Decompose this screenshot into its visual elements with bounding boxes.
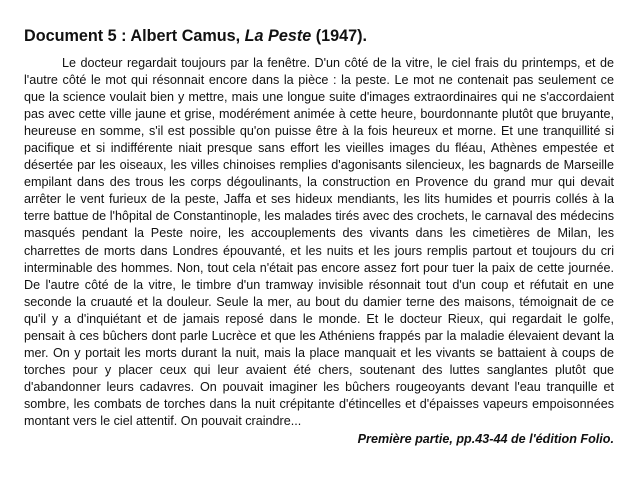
document-title	[24, 26, 614, 46]
title-prefix: Document 5 : Albert Camus,	[24, 27, 245, 45]
source-citation: Première partie, pp.43-44 de l'édition Folio.	[357, 432, 614, 447]
excerpt-paragraph: Le docteur regardait toujours par la fenêtre. D'un côté de la vitre, le ciel frais du printemps, et de l'autre côté le mot qui résonnait encore dans la pièce : la peste. Le mot ne contenait pas seulement ce que la science voulait bien y mettre, mais une longue suite d'images extraordinaires qui ne s'accordaient pas avec cette ville jaune et grise, modérément animée à cette heure, bourdonnante plutôt que bruyante, heureuse en somme, s'il est possible qu'on puisse être à la fois heureux et morne. Et une tranquillité si pacifique et si indifférente niait presque sans effort les vieilles images du fléau, Athènes empestée et désertée par les oiseaux, les villes chinoises remplies d'agonisants silencieux, les bagnards de Marseille empilant dans des trous les corps dégoulinants, la construction en Provence du grand mur qui devait arrêter le vent furieux de la peste, Jaffa et ses hideux mendiants, les lits humides et pourris collés à la terre battue de l'hôpital de Constantinople, les malades tirés avec des crochets, le carnaval des médecins masqués pendant la Peste noire, les accouplements des vivants dans les cimetières de Milan, les charrettes de morts dans Londres épouvanté, et les nuits et les jours remplis partout et toujours du cri interminable des hommes. Non, tout cela n'était pas encore assez fort pour tuer la paix de cette journée. De l'autre côté de la vitre, le timbre d'un tramway invisible résonnait tout d'un coup et réfutait en une seconde la cruauté et la douleur. Seule la mer, au bout du damier terne des maisons, témoignait de ce qu'il y a d'inquiétant et de jamais reposé dans le monde. Et le docteur Rieux, qui regardait le golfe, pensait à ces bûchers dont parle Lucrèce et que les Athéniens frappés par la maladie élevaient devant la mer. On y portait les morts durant la nuit, mais la place manquait et les vivants se battaient à coups de torches pour y placer ceux qui leur avaient été chers, soutenant des luttes sanglantes plutôt que d'abandonner leurs cadavres. On pouvait imaginer les bûchers rougeoyants devant l'eau tranquille et sombre, les combats de torches dans la nuit crépitante d'étincelles et d'épaisses vapeurs empoisonnées montant vers le ciel attentif. On pouvait craindre...	[24, 56, 614, 428]
title-year: (1947).	[311, 27, 368, 45]
title-work: La Peste	[244, 27, 312, 45]
